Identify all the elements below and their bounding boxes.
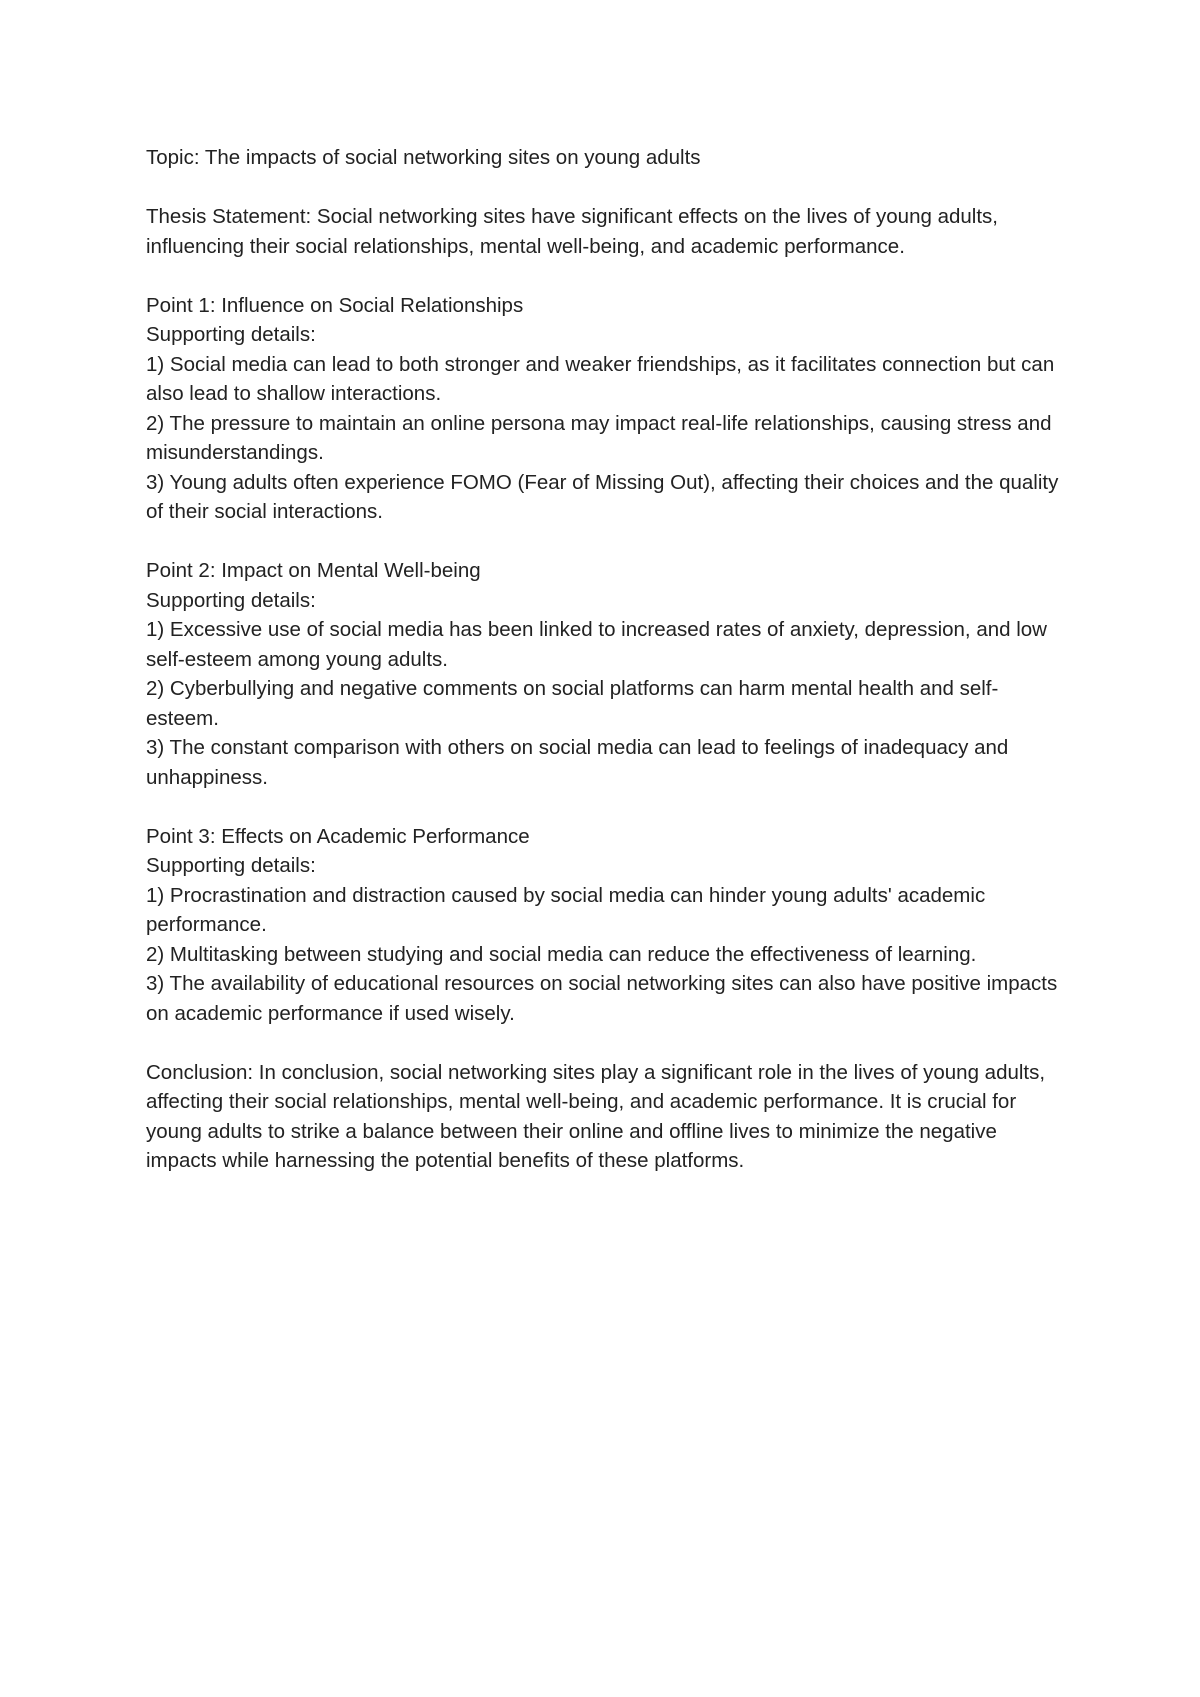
topic-line: Topic: The impacts of social networking sites on young adults <box>146 146 701 169</box>
supporting-detail: 3) The constant comparison with others on social media can lead to feelings of inadequacy and unhappiness. <box>146 736 1009 789</box>
supporting-detail: 2) Multitasking between studying and social media can reduce the effectiveness of learning. <box>146 942 977 966</box>
supporting-detail: 2) The pressure to maintain an online persona may impact real-life relationships, causing stress and misunderstandings. <box>146 411 1052 464</box>
supporting-details-label: Supporting details: <box>146 854 316 877</box>
supporting-detail: 3) Young adults often experience FOMO (Fear of Missing Out), affecting their choices and the quality of their social interactions. <box>146 470 1059 523</box>
document-body <box>146 143 1066 1176</box>
point-heading: Point 2: Impact on Mental Well-being <box>146 559 481 582</box>
point-2-section <box>146 556 1066 792</box>
thesis-section <box>146 202 1066 261</box>
supporting-detail: 1) Procrastination and distraction caused by social media can hinder young adults' academic performance. <box>146 883 986 936</box>
conclusion-section <box>146 1058 1066 1176</box>
supporting-detail: 1) Social media can lead to both stronger and weaker friendships, as it facilitates connection but can also lead to shallow interactions. <box>146 352 1055 405</box>
point-3-section <box>146 822 1066 1029</box>
conclusion-paragraph: Conclusion: In conclusion, social networking sites play a significant role in the lives of young adults, affecting their social relationships, mental well-being, and academic performance. It is crucial for young adults to strike a balance between their online and offline lives to minimize the negative impacts while harnessing the potential benefits of these platforms. <box>146 1060 1046 1172</box>
point-1-section <box>146 291 1066 527</box>
supporting-details-label: Supporting details: <box>146 323 316 346</box>
point-heading: Point 3: Effects on Academic Performance <box>146 824 530 848</box>
thesis-statement: Thesis Statement: Social networking sites have significant effects on the lives of young adults, influencing their social relationships, mental well-being, and academic performance. <box>146 205 998 258</box>
topic-section <box>146 143 1066 173</box>
point-heading: Point 1: Influence on Social Relationships <box>146 293 524 317</box>
supporting-details-label: Supporting details: <box>146 588 316 612</box>
supporting-detail: 3) The availability of educational resources on social networking sites can also have positive impacts on academic performance if used wisely. <box>146 972 1058 1025</box>
supporting-detail: 1) Excessive use of social media has been linked to increased rates of anxiety, depression, and low self-esteem among young adults. <box>146 618 1047 671</box>
supporting-detail: 2) Cyberbullying and negative comments on social platforms can harm mental health and self-esteem. <box>146 677 999 730</box>
